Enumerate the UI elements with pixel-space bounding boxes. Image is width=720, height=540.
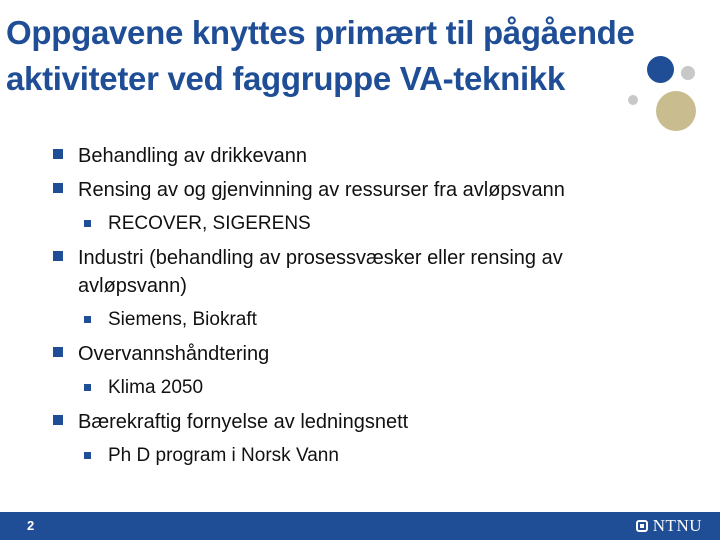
list-item — [52, 337, 672, 371]
decorative-circle-grey-tiny — [628, 95, 638, 105]
sub-list-item — [82, 371, 672, 405]
square-bullet-icon — [53, 149, 63, 159]
list-item — [52, 405, 672, 439]
decorative-circle-sand — [656, 91, 696, 131]
list-item-text: Ph D program i Norsk Vann — [108, 445, 339, 466]
ntnu-logo — [636, 515, 702, 537]
ntnu-logo-icon — [636, 520, 648, 532]
sub-list-item — [82, 207, 672, 241]
square-bullet-icon — [84, 452, 91, 459]
list-item-text: Bærekraftig fornyelse av ledningsnett — [78, 411, 409, 433]
square-bullet-icon — [84, 384, 91, 391]
decorative-circle-grey-small — [681, 66, 695, 80]
square-bullet-icon — [53, 415, 63, 425]
ntnu-logo-text: NTNU — [652, 516, 702, 535]
square-bullet-icon — [53, 347, 63, 357]
title-line-1: Oppgavene knyttes primært til pågående — [6, 14, 635, 51]
list-item-text: Rensing av og gjenvinning av ressurser fra avløpsvann — [78, 179, 565, 201]
list-item-text: Siemens, Biokraft — [108, 309, 257, 330]
square-bullet-icon — [53, 251, 63, 261]
list-item — [52, 139, 672, 173]
list-item-text: Behandling av drikkevann — [78, 145, 308, 167]
list-item-text: Overvannshåndtering — [78, 343, 270, 365]
list-item-text: Klima 2050 — [108, 377, 204, 398]
bullet-list — [52, 139, 672, 473]
list-item-text: RECOVER, SIGERENS — [108, 213, 311, 234]
list-item-text: Industri (behandling av prosessvæsker eller rensing av avløpsvann) — [78, 247, 563, 297]
square-bullet-icon — [84, 220, 91, 227]
square-bullet-icon — [53, 183, 63, 193]
list-item — [52, 241, 672, 303]
square-bullet-icon — [84, 316, 91, 323]
page-number: 2 — [27, 518, 35, 533]
decorative-circle-blue — [647, 56, 674, 83]
footer-bar — [0, 512, 720, 540]
title-line-2: aktiviteter ved faggruppe VA-teknikk — [6, 60, 565, 97]
sub-list-item — [82, 303, 672, 337]
slide-title — [6, 10, 706, 102]
list-item — [52, 173, 672, 207]
sub-list-item — [82, 439, 672, 473]
